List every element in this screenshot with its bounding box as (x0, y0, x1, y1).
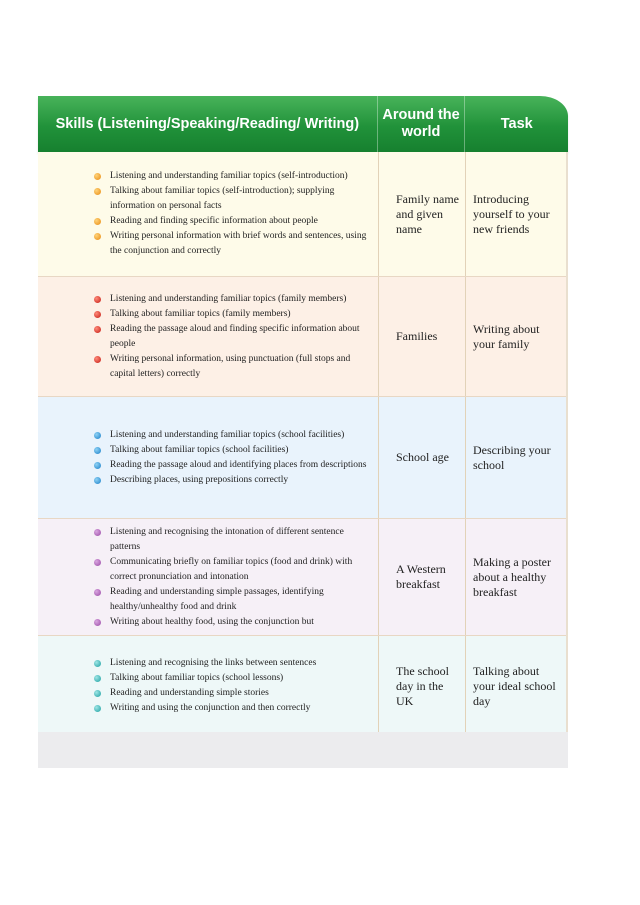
bullet-icon (94, 705, 101, 712)
table-row (38, 152, 568, 277)
task-cell: Writing about your family (465, 277, 568, 396)
skill-text: Reading the passage aloud and identifying places from descriptions (110, 459, 367, 470)
skill-text: Reading and understanding simple stories (110, 688, 269, 698)
bullet-icon (94, 356, 101, 363)
around-the-world-cell: The school day in the UK (378, 636, 465, 736)
skills-cell (38, 519, 378, 635)
skill-item (94, 555, 374, 585)
skills-list (94, 525, 374, 630)
skill-item (94, 428, 374, 443)
bullet-icon (94, 218, 101, 225)
skill-text: Talking about familiar topics (school facilities) (110, 444, 289, 455)
skill-text: Writing about healthy food, using the conjunction but (110, 616, 314, 627)
bullet-icon (94, 529, 101, 536)
skill-text: Describing places, using prepositions correctly (110, 474, 289, 485)
bullet-icon (94, 462, 101, 469)
skill-item (94, 184, 374, 214)
skill-item (94, 458, 374, 473)
skill-text: Writing personal information, using punctuation (full stops and capital letters) correctly (110, 353, 351, 379)
skill-item (94, 525, 374, 555)
skills-list (94, 656, 374, 716)
curriculum-table (38, 96, 568, 768)
skill-text: Writing and using the conjunction and then correctly (110, 703, 311, 713)
task-cell: Making a poster about a healthy breakfast (465, 519, 568, 635)
skills-cell (38, 636, 378, 736)
skill-text: Listening and recognising the intonation of different sentence patterns (110, 526, 344, 552)
bullet-icon (94, 619, 101, 626)
skill-text: Listening and recognising the links between sentences (110, 658, 317, 668)
bullet-icon (94, 173, 101, 180)
table-body (38, 152, 568, 737)
skill-item (94, 169, 374, 184)
skill-item (94, 229, 374, 259)
task-cell: Describing your school (465, 397, 568, 518)
table-row (38, 636, 568, 737)
skill-text: Communicating briefly on familiar topics (food and drink) with correct pronunciation and intonation (110, 556, 353, 582)
skill-text: Talking about familiar topics (family members) (110, 308, 291, 319)
bullet-icon (94, 477, 101, 484)
skill-text: Reading and understanding simple passages, identifying healthy/unhealthy food and drink (110, 586, 324, 612)
skill-item (94, 292, 374, 307)
skill-text: Writing personal information with brief words and sentences, using the conjunction and correctly (110, 231, 367, 256)
bullet-icon (94, 447, 101, 454)
skills-list (94, 292, 374, 382)
around-the-world-cell: A Western breakfast (378, 519, 465, 635)
bullet-icon (94, 296, 101, 303)
task-cell: Introducing yourself to your new friends (465, 152, 568, 276)
bullet-icon (94, 326, 101, 333)
skill-item (94, 214, 374, 229)
header-around-the-world: Around the world (377, 96, 465, 152)
skill-item (94, 443, 374, 458)
bullet-icon (94, 690, 101, 697)
skill-item (94, 307, 374, 322)
bullet-icon (94, 589, 101, 596)
task-cell: Talking about your ideal school day (465, 636, 568, 736)
table-row (38, 397, 568, 519)
skills-cell (38, 397, 378, 518)
skill-item (94, 671, 374, 686)
skill-item (94, 686, 374, 701)
skill-text: Listening and understanding familiar topics (school facilities) (110, 429, 345, 440)
table-row (38, 277, 568, 397)
bullet-icon (94, 675, 101, 682)
bullet-icon (94, 559, 101, 566)
skill-text: Listening and understanding familiar topics (family members) (110, 293, 347, 304)
skills-cell (38, 277, 378, 396)
skill-text: Reading and finding specific information about people (110, 216, 318, 226)
table-right-border (566, 152, 568, 732)
skills-cell (38, 152, 378, 276)
skills-list (94, 428, 374, 488)
header-task: Task (464, 96, 568, 152)
bullet-icon (94, 660, 101, 667)
skill-item (94, 473, 374, 488)
skill-text: Listening and understanding familiar topics (self-introduction) (110, 171, 348, 181)
skill-item (94, 352, 374, 382)
skill-item (94, 701, 374, 716)
skill-text: Talking about familiar topics (self-introduction); supplying information on personal facts (110, 186, 335, 211)
skill-text: Talking about familiar topics (school lessons) (110, 673, 284, 683)
table-footer-band (38, 732, 568, 768)
skill-item (94, 615, 374, 630)
around-the-world-cell: Family name and given name (378, 152, 465, 276)
header-skills: Skills (Listening/Speaking/Reading/ Writing) (55, 115, 360, 132)
bullet-icon (94, 432, 101, 439)
skill-item (94, 322, 374, 352)
skills-list (94, 169, 374, 259)
skill-item (94, 656, 374, 671)
skill-text: Reading the passage aloud and finding specific information about people (110, 323, 360, 349)
skill-item (94, 585, 374, 615)
around-the-world-cell: School age (378, 397, 465, 518)
table-row (38, 519, 568, 636)
bullet-icon (94, 233, 101, 240)
table-header (38, 96, 568, 152)
bullet-icon (94, 188, 101, 195)
around-the-world-cell: Families (378, 277, 465, 396)
bullet-icon (94, 311, 101, 318)
